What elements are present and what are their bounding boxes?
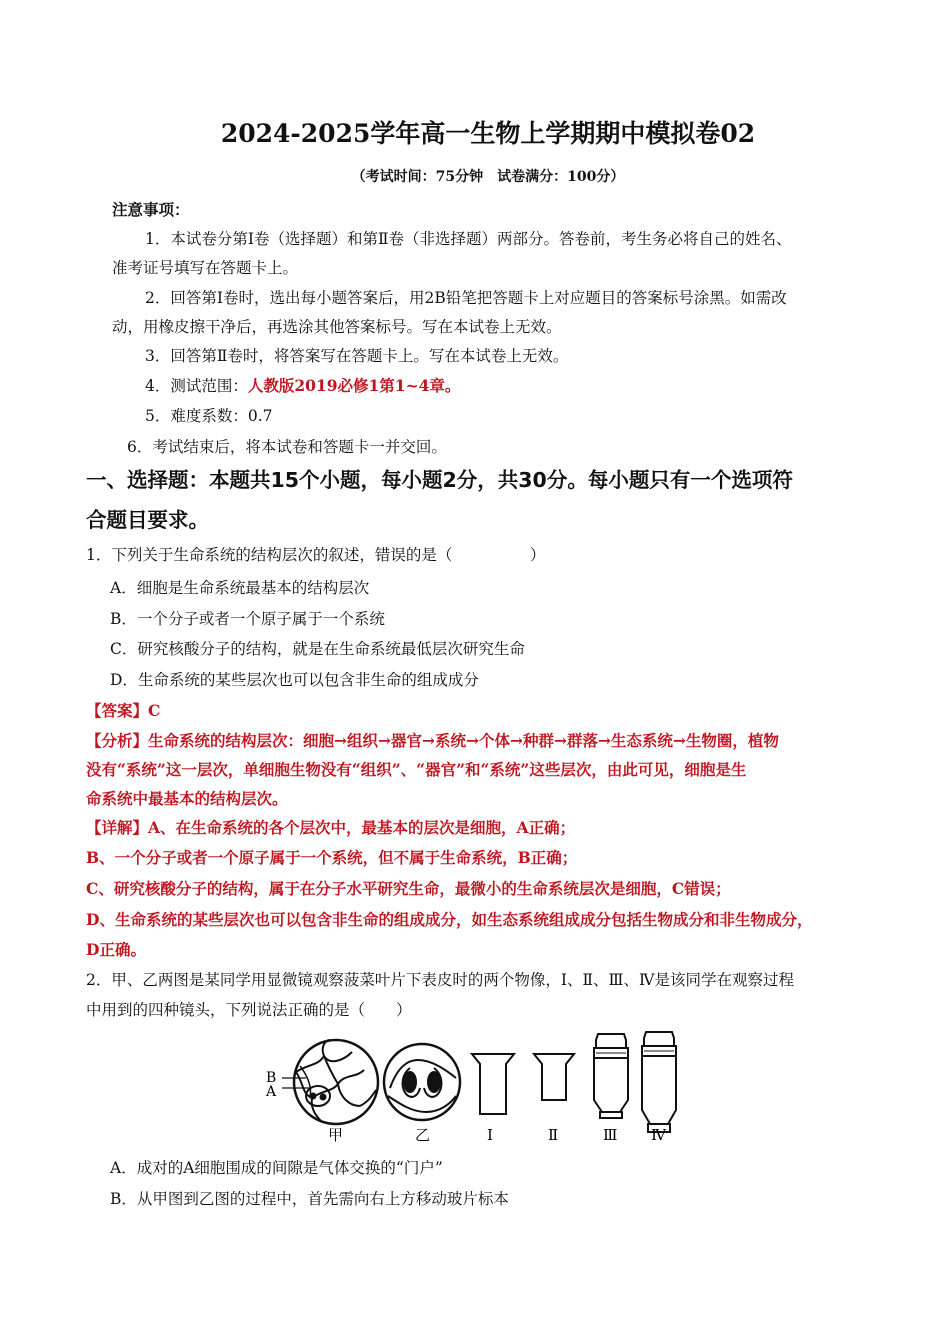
notice-item-4-prefix: 4．测试范围：	[145, 377, 248, 395]
analysis-tag: 【分析】	[86, 731, 149, 750]
microscope-figure	[260, 1026, 690, 1150]
notice-item-2-line-2: 动，用橡皮擦干净后，再选涂其他答案标号。写在本试卷上无效。	[112, 318, 562, 336]
lens-iv-image	[642, 1032, 676, 1132]
label-jia: 甲	[328, 1126, 344, 1144]
notice-item-1-line-2: 准考证号填写在答题卡上。	[112, 259, 299, 277]
question-1-option-c: C．研究核酸分子的结构，就是在生命系统最低层次研究生命	[110, 640, 525, 658]
detail-a-text: A、在生命系统的各个层次中，最基本的层次是细胞，A正确；	[148, 818, 576, 837]
section-heading-line-1: 一、选择题：本题共15个小题，每小题2分，共30分。每小题只有一个选项符	[86, 468, 793, 492]
notice-item-6: 6．考试结束后，将本试卷和答题卡一并交回。	[127, 438, 447, 456]
question-1-analysis-line-2: 没有“系统”这一层次，单细胞生物没有“组织”、“器官”和“系统”这些层次，由此可见，细胞是生	[86, 760, 747, 779]
notice-heading: 注意事项：	[112, 200, 190, 219]
question-2-stem-line-2: 中用到的四种镜头，下列说法正确的是（ ）	[86, 1001, 412, 1019]
lens-iii-image	[594, 1034, 628, 1118]
answer-value: C	[148, 701, 161, 720]
label-lens-iv: Ⅳ	[651, 1126, 666, 1144]
field-yi-image	[384, 1044, 460, 1120]
field-jia-image	[294, 1040, 378, 1124]
question-1-option-a: A．细胞是生命系统最基本的结构层次	[110, 579, 370, 597]
lens-i-image	[472, 1054, 514, 1114]
answer-tag: 【答案】	[86, 701, 149, 720]
question-1-detail-a	[86, 818, 575, 838]
question-2-option-b: B．从甲图到乙图的过程中，首先需向右上方移动玻片标本	[110, 1190, 509, 1208]
question-2-option-a: A．成对的A细胞围成的间隙是气体交换的“门户”	[110, 1159, 443, 1177]
question-1-detail-b: B、一个分子或者一个原子属于一个系统，但不属于生命系统，B正确；	[86, 848, 578, 867]
question-1-detail-d-line-1: D、生命系统的某些层次也可以包含非生命的组成成分，如生态系统组成成分包括生物成分和非生物成分，	[86, 910, 813, 929]
notice-item-4	[145, 376, 460, 396]
notice-item-1-line-1: 1．本试卷分第Ⅰ卷（选择题）和第Ⅱ卷（非选择题）两部分。答卷前，考生务必将自己的姓名、	[145, 230, 792, 248]
notice-item-4-range: 人教版2019必修1第1~4章。	[247, 376, 461, 395]
exam-info: （考试时间：75分钟 试卷满分：100分）	[351, 169, 625, 185]
question-1-stem: 1．下列关于生命系统的结构层次的叙述，错误的是（ ）	[86, 546, 546, 564]
label-lens-ii: Ⅱ	[548, 1126, 559, 1144]
label-yi: 乙	[415, 1126, 431, 1144]
notice-item-2-line-1: 2．回答第Ⅰ卷时，选出每小题答案后，用2B铅笔把答题卡上对应题目的答案标号涂黑。如需改	[145, 289, 787, 307]
question-1-answer	[86, 701, 160, 721]
question-1-analysis-line-1	[86, 731, 779, 751]
question-1-option-b: B．一个分子或者一个原子属于一个系统	[110, 610, 385, 628]
section-heading-line-2: 合题目要求。	[86, 508, 209, 532]
question-2-stem-line-1: 2．甲、乙两图是某同学用显微镜观察菠菜叶片下表皮时的两个物像，Ⅰ、Ⅱ、Ⅲ、Ⅳ是该同学在观察过程	[86, 971, 794, 989]
label-b: B	[266, 1070, 277, 1086]
analysis-text-1: 生命系统的结构层次：细胞→组织→器官→系统→个体→种群→群落→生态系统→生物圈，植物	[148, 731, 779, 750]
page-title: 2024-2025学年高一生物上学期期中模拟卷02	[220, 119, 756, 148]
notice-item-3: 3．回答第Ⅱ卷时，将答案写在答题卡上。写在本试卷上无效。	[145, 347, 569, 365]
notice-item-5: 5．难度系数：0.7	[145, 407, 273, 425]
label-a: A	[266, 1084, 277, 1100]
question-1-analysis-line-3: 命系统中最基本的结构层次。	[86, 789, 288, 808]
lens-ii-image	[534, 1054, 574, 1100]
pointer-lines	[282, 1078, 310, 1088]
label-lens-i: Ⅰ	[487, 1126, 493, 1144]
detail-tag: 【详解】	[86, 818, 149, 837]
question-1-option-d: D．生命系统的某些层次也可以包含非生命的组成成分	[110, 671, 479, 689]
question-1-detail-d-line-2: D正确。	[86, 940, 146, 959]
label-lens-iii: Ⅲ	[603, 1126, 618, 1144]
question-1-detail-c: C、研究核酸分子的结构，属于在分子水平研究生命，最微小的生命系统层次是细胞，C错误；	[86, 879, 731, 898]
